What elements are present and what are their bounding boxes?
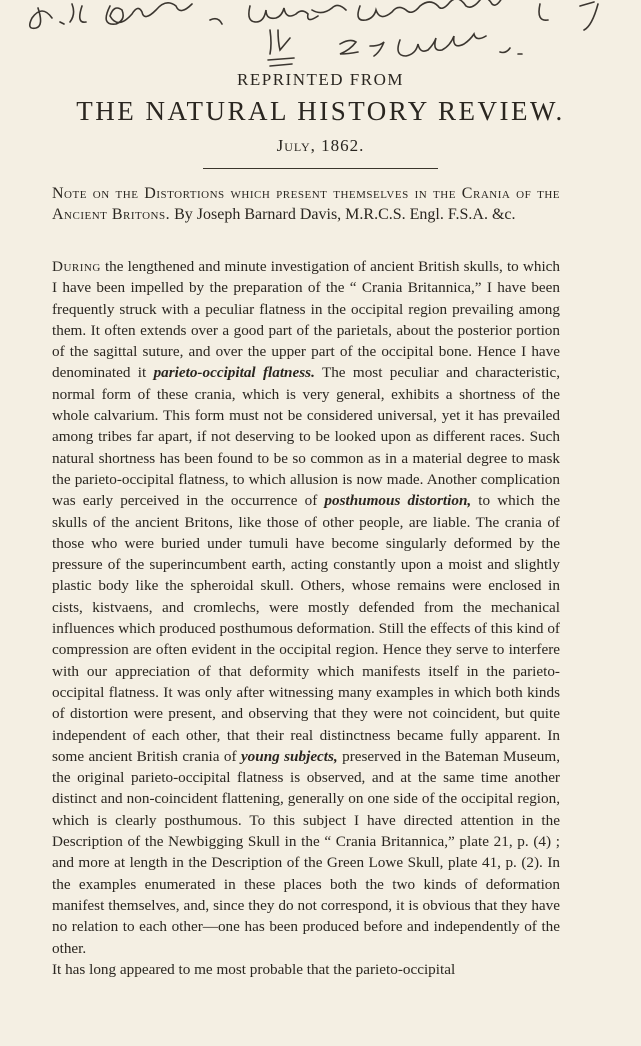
paragraph-1-part-a: the lengthened and minute investigation of ancient British skulls, to which I have been impelled by the preparation of the “ Crania Britannica,” I have been frequently struck with a peculiar flatness in the occipital region prevailing among them. It often extends over a good part of the parietals, about the posterior portion of the sagittal suture, and over the upper part of the occipital bone. Hence I have denominated it — [52, 258, 561, 382]
handwriting-scrawl — [20, 0, 620, 70]
issue-date: July, 1862. — [276, 136, 365, 155]
journal-title: THE NATURAL HISTORY REVIEW. — [76, 96, 565, 126]
paragraph-2: It has long appeared to me most probable that the parieto-occipital — [52, 960, 456, 978]
term-young-subjects: young subjects, — [240, 747, 338, 765]
handwritten-inscription — [20, 0, 620, 70]
note-title — [52, 183, 560, 225]
note-title-author: By Joseph Barnard Davis, M.R.C.S. Engl. F.S.A. &c. — [174, 206, 516, 223]
term-parieto-occipital: parieto-occipital flatness. — [153, 364, 315, 382]
article-body — [52, 256, 560, 980]
paragraph-1-part-b: The most peculiar and characteristic, normal form of these crania, which is very general, exhibits a shortness of the whole calvarium. This form must not be considered universal, yet it has prevailed among tribes far apart, if not deserving to be looked upon as different races. Such natural shortness has been found to be so common as in a material degree to mask the parieto-occipital flatness, to which allusion is now made. Another complication was early perceived in the occurrence of — [52, 364, 560, 510]
paragraph-1-part-c: to which the skulls of the ancient Britons, like those of other people, are liable. The crania of those who were buried under tumuli have become singularly deformed by the pressure of the superincumbent earth, acting constantly upon a moist and slightly plastic body like the spheroidal skull. Others, whose remains were enclosed in cists, kistvaens, and cromlechs, were mostly defended from the mechanical influences which produced posthumous deformation. Still the effects of this kind of compression are often evident in the occipital region. Hence they serve to interfere with our appreciation of that deformity which manifests itself in the parieto-occipital flatness. It was only after witnessing many examples in which both kinds of distortion were present, and observing that they were not coincident, but quite independent of each other, that their real distinctness became fully apparent. In some ancient British crania of — [52, 492, 560, 765]
paragraph-1 — [52, 256, 560, 959]
note-title-heading: Note on the Distortions which present themselves in the Crania of the Ancient Britons. — [52, 185, 560, 223]
paragraph-1-part-d: preserved in the Bateman Museum, the original parieto-occipital flatness is observed, and at the same time another distinct and non-coincident flattening, generally on one side of the occipital region, which is clearly posthumous. To this subject I have directed attention in the Description of the Newbigging Skull in the “ Crania Britannica,” plate 21, p. (4) ; and more at length in the Description of the Green Lowe Skull, plate 41, p. (2). In the examples enumerated in these places both the two kinds of deformation manifest themselves, and, since they do not correspond, it is obvious that they have no relation to each other—one has been produced before and independently of the other. — [52, 747, 560, 957]
reprinted-from-label: REPRINTED FROM — [237, 70, 404, 89]
term-posthumous-distortion: posthumous distortion, — [324, 492, 472, 510]
divider-rule — [203, 168, 438, 169]
drop-word: During — [52, 258, 101, 275]
